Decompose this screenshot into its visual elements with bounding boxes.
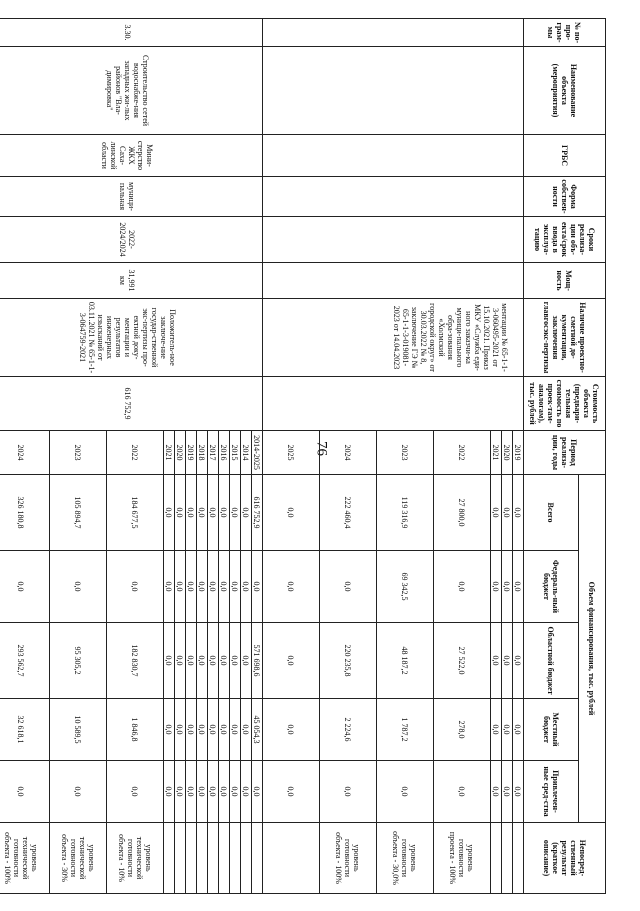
cell-attracted: 0,0 (208, 761, 219, 823)
header-cost: Стоимость объекта (предвари-тельная стоимость по проек-там-аналогам), тыс. рублей (524, 377, 606, 431)
cell-local: 0,0 (263, 699, 320, 761)
cell-attracted: 0,0 (434, 761, 491, 823)
table-body (0, 19, 524, 894)
header-ownership: Форма собствен-ности (524, 177, 606, 217)
cell-federal: 0,0 (50, 551, 107, 623)
cell-period: 2015 (230, 431, 241, 475)
cell-total: 119 316,9 (377, 475, 434, 551)
cell-regional: 0,0 (491, 623, 502, 699)
cell-result: уровень технической готовности объекта - 10% (107, 823, 164, 894)
cell-attracted: 0,0 (241, 761, 252, 823)
cell-regional: 571 698,6 (252, 623, 263, 699)
cell-federal: 0,0 (263, 551, 320, 623)
financing-table (0, 18, 606, 894)
cell-total: 27 800,0 (434, 475, 491, 551)
cell-total: 326 180,8 (0, 475, 50, 551)
cell-total: 0,0 (186, 475, 197, 551)
cell-federal: 0,0 (320, 551, 377, 623)
cell-period: 2019 (186, 431, 197, 475)
cell-total: 105 894,7 (50, 475, 107, 551)
cell-period: 2018 (197, 431, 208, 475)
cell-federal: 0,0 (491, 551, 502, 623)
cell-result (230, 823, 241, 894)
cell-attracted: 0,0 (164, 761, 175, 823)
cell-period: 2020 (502, 431, 513, 475)
landscape-table-wrapper (3, 18, 606, 893)
cell-docs (263, 299, 524, 377)
cell-federal: 0,0 (208, 551, 219, 623)
cell-period: 2016 (219, 431, 230, 475)
cell-regional: 182 830,7 (107, 623, 164, 699)
cell-result (241, 823, 252, 894)
cell-name (263, 47, 524, 135)
header-regional: Областной бюджет (524, 623, 579, 699)
cell-total: 0,0 (502, 475, 513, 551)
cell-num: 3.30. (0, 19, 263, 47)
cell-regional: 0,0 (164, 623, 175, 699)
cell-local: 0,0 (230, 699, 241, 761)
cell-federal: 0,0 (502, 551, 513, 623)
table-row (513, 19, 524, 894)
cell-total: 0,0 (208, 475, 219, 551)
cell-attracted: 0,0 (377, 761, 434, 823)
cell-num (263, 19, 524, 47)
cell-federal: 0,0 (230, 551, 241, 623)
cell-result (208, 823, 219, 894)
cell-regional: 293 562,7 (0, 623, 50, 699)
cell-local: 0,0 (513, 699, 524, 761)
cell-attracted: 0,0 (0, 761, 50, 823)
cell-local: 1 787,2 (377, 699, 434, 761)
cell-period: 2019 (513, 431, 524, 475)
cell-local: 0,0 (175, 699, 186, 761)
cell-name: Строительство сетей водоснабже-ния западных жи-лых районов "Вла-димировка" (0, 47, 263, 135)
cell-result (502, 823, 513, 894)
cell-total: 0,0 (219, 475, 230, 551)
cell-result: уровень готовности проекта - 100% (434, 823, 491, 894)
cell-total: 0,0 (230, 475, 241, 551)
header-grbs: ГРБС (524, 135, 606, 177)
cell-local: 0,0 (219, 699, 230, 761)
cell-local: 0,0 (208, 699, 219, 761)
cell-capacity (263, 263, 524, 299)
cell-total: 0,0 (164, 475, 175, 551)
header-num: № по-про-грам-мы (524, 19, 606, 47)
cell-total: 0,0 (241, 475, 252, 551)
cell-local: 0,0 (164, 699, 175, 761)
cell-cost: 616 752,9 (0, 377, 263, 431)
header-attracted: Привлечен-ные сред-ства (524, 761, 579, 823)
header-local: Местный бюджет (524, 699, 579, 761)
cell-result: уровень технической готовности объекта - 30% (50, 823, 107, 894)
cell-federal: 0,0 (107, 551, 164, 623)
table-row (252, 19, 263, 894)
cell-regional: 0,0 (197, 623, 208, 699)
cell-attracted: 0,0 (50, 761, 107, 823)
cell-docs: Положитель-ное заключе-ние государ-ственной экс-пертизы про-ектной доку-ментации и результатов инженерных изысканий от 03.11.2021 № 65-1-1-3-064759-2021 (0, 299, 263, 377)
cell-total: 0,0 (263, 475, 320, 551)
header-total: Всего (524, 475, 579, 551)
cell-regional: 0,0 (230, 623, 241, 699)
header-federal: Федераль-ный бюджет (524, 551, 579, 623)
cell-local: 0,0 (491, 699, 502, 761)
cell-regional: 0,0 (513, 623, 524, 699)
cell-federal: 69 342,5 (377, 551, 434, 623)
cell-period: 2023 (50, 431, 107, 475)
cell-local: 0,0 (186, 699, 197, 761)
cell-local: 0,0 (502, 699, 513, 761)
cell-regional: 27 522,0 (434, 623, 491, 699)
header-docs: Наличие проектно-сметной до-кументации, заключения главгосэкс-пертизы (524, 299, 606, 377)
cell-period: 2021 (491, 431, 502, 475)
cell-ownership: муници-пальная (0, 177, 263, 217)
cell-total: 184 677,5 (107, 475, 164, 551)
cell-local: 32 618,1 (0, 699, 50, 761)
cell-local: 45 054,3 (252, 699, 263, 761)
cell-federal: 0,0 (0, 551, 50, 623)
cell-federal: 0,0 (219, 551, 230, 623)
cell-period: 2025 (263, 431, 320, 475)
cell-federal: 0,0 (164, 551, 175, 623)
cell-attracted: 0,0 (175, 761, 186, 823)
cell-attracted: 0,0 (219, 761, 230, 823)
cell-total: 0,0 (197, 475, 208, 551)
cell-total: 0,0 (513, 475, 524, 551)
cell-result (513, 823, 524, 894)
cell-attracted: 0,0 (513, 761, 524, 823)
cell-ownership (263, 177, 524, 217)
cell-total: 0,0 (491, 475, 502, 551)
cell-total: 0,0 (175, 475, 186, 551)
cell-deadlines: 2022-2024/2024 (0, 217, 263, 263)
cell-period: 2023 (377, 431, 434, 475)
cell-regional: 0,0 (502, 623, 513, 699)
cell-result (491, 823, 502, 894)
cell-attracted: 0,0 (320, 761, 377, 823)
cell-period: 2017 (208, 431, 219, 475)
table-header (524, 19, 606, 894)
cell-federal: 0,0 (434, 551, 491, 623)
cell-regional: 48 187,2 (377, 623, 434, 699)
cell-result (197, 823, 208, 894)
cell-attracted: 0,0 (502, 761, 513, 823)
cell-local: 0,0 (241, 699, 252, 761)
cell-cost (263, 377, 524, 431)
cell-regional: 0,0 (186, 623, 197, 699)
cell-result (219, 823, 230, 894)
cell-attracted: 0,0 (252, 761, 263, 823)
header-deadlines: Сроки реализа-ции объ-екта/срок ввода в эксплуа-тацию (524, 217, 606, 263)
rotated-page (3, 18, 606, 893)
cell-regional: 0,0 (175, 623, 186, 699)
cell-federal: 0,0 (197, 551, 208, 623)
cell-regional: 0,0 (208, 623, 219, 699)
cell-regional: 0,0 (241, 623, 252, 699)
cell-federal: 0,0 (513, 551, 524, 623)
cell-attracted: 0,0 (186, 761, 197, 823)
cell-federal: 0,0 (186, 551, 197, 623)
cell-total: 222 460,4 (320, 475, 377, 551)
cell-local: 10 589,5 (50, 699, 107, 761)
cell-result (175, 823, 186, 894)
cell-regional: 0,0 (263, 623, 320, 699)
cell-attracted: 0,0 (263, 761, 320, 823)
cell-total: 616 752,9 (252, 475, 263, 551)
header-name: Наименование объекта (мероприятия) (524, 47, 606, 135)
docs-text: ментации № 65-1-1-3-060495-2021 от 15.10.2021. Приказ МКУ «Служба еди-ного заказчи-ка муници-пального обра-зования «Холмский городской округ» от 30.03.2022 № 8, заключение ГЭ № 65-1-1-3-019081-2023 от 14.04.2023 (392, 303, 509, 372)
cell-regional: 0,0 (219, 623, 230, 699)
cell-period: 2014-2025 (252, 431, 263, 475)
cell-regional: 220 235,8 (320, 623, 377, 699)
cell-period: 2024 (0, 431, 50, 475)
cell-local: 0,0 (197, 699, 208, 761)
cell-result: уровень технической готовности объекта - 100% (0, 823, 50, 894)
cell-result (186, 823, 197, 894)
cell-period: 2020 (175, 431, 186, 475)
cell-local: 1 846,8 (107, 699, 164, 761)
cell-capacity: 31,991 км (0, 263, 263, 299)
header-funding-group: Объем финансирования, тыс. рублей (579, 475, 606, 823)
cell-period: 2022 (107, 431, 164, 475)
header-result: Непосред-ственный результат (краткое описание) (524, 823, 606, 894)
page-number: 76 (313, 441, 330, 456)
cell-result: уровень готовности объекта - 100% (320, 823, 377, 894)
cell-local: 2 224,6 (320, 699, 377, 761)
cell-period: 2014 (241, 431, 252, 475)
cell-federal: 0,0 (175, 551, 186, 623)
cell-federal: 0,0 (252, 551, 263, 623)
cell-regional: 95 305,2 (50, 623, 107, 699)
cell-attracted: 0,0 (491, 761, 502, 823)
cell-period: 2021 (164, 431, 175, 475)
cell-result (252, 823, 263, 894)
cell-grbs (263, 135, 524, 177)
cell-result: уровень готовности объекта - 30,0% (377, 823, 434, 894)
cell-local: 278,0 (434, 699, 491, 761)
cell-federal: 0,0 (241, 551, 252, 623)
header-capacity: Мощ-ность (524, 263, 606, 299)
cell-attracted: 0,0 (197, 761, 208, 823)
header-period: Период реализа-ции, годы (524, 431, 606, 475)
cell-result (263, 823, 320, 894)
cell-period: 2022 (434, 431, 491, 475)
cell-period: 2024 (320, 431, 377, 475)
cell-attracted: 0,0 (107, 761, 164, 823)
cell-grbs: Мини-стерство ЖКХ Саха-линской области (0, 135, 263, 177)
cell-deadlines (263, 217, 524, 263)
cell-result (164, 823, 175, 894)
cell-attracted: 0,0 (230, 761, 241, 823)
